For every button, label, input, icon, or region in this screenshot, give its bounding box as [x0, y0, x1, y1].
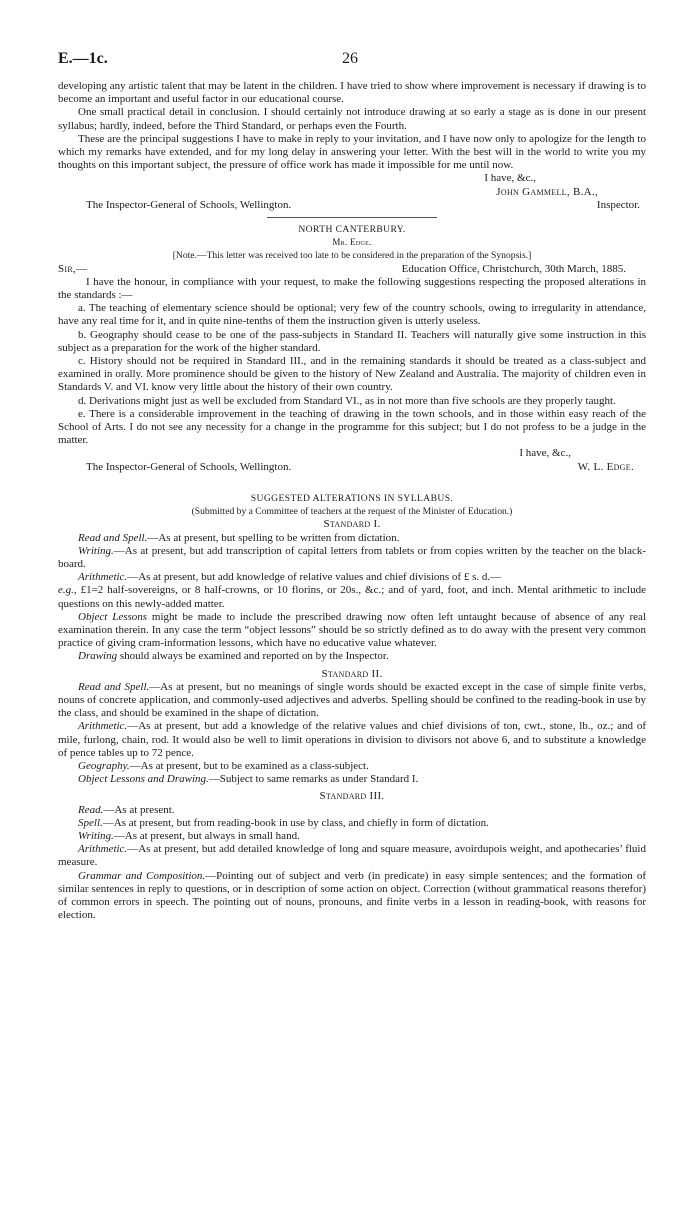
- syllabus-item: [58, 681, 646, 721]
- gammell-letter: [58, 80, 646, 212]
- item-text: —As at present, but to be examined as a class-subject.: [129, 759, 369, 772]
- spacer: [58, 483, 646, 492]
- syllabus-item: [58, 532, 646, 545]
- syllabus-title: SUGGESTED ALTERATIONS IN SYLLABUS.: [250, 492, 454, 504]
- syllabus-item: [58, 650, 646, 663]
- item-text: —As at present, but add knowledge of relative values and chief divisions of £ s. d.—: [127, 571, 502, 584]
- paragraph: developing any artistic talent that may be latent in the children. I have tried to show where improvement is necessary if drawing is to become an important and useful factor in our educational course.: [58, 80, 646, 106]
- point-item: c. History should not be required in Standard III., and in the remaining standards it should be treated as a class-subject and examined in orally. More prominence should be given to the history of New Zealand and Australia. The majority of children even in Standards V. and VI. know very little about the history of their own country.: [58, 355, 646, 394]
- page-reference: E.—1c.: [58, 50, 108, 67]
- item-label: Arithmetic.: [78, 843, 128, 856]
- page-number: 26: [342, 50, 358, 67]
- addressee: The Inspector-General of Schools, Wellington.: [86, 198, 292, 211]
- item-text: —As at present, but add transcription of capital letters from tablets or from copies written by the teacher on the black-board.: [58, 544, 646, 570]
- closing: I have, &c.,: [484, 172, 536, 185]
- item-text: £1=2 half-sovereigns, or 8 half-crowns, or 10 florins, or 20s., &c.; and of yard, foot, and inch. Mental arithmetic to include questions on this newly-added matter.: [58, 584, 646, 610]
- address-row: [58, 199, 646, 212]
- item-text: —As at present, but always in small hand.: [113, 829, 300, 842]
- section-divider: [267, 217, 437, 218]
- item-text: —As at present, but spelling to be written from dictation.: [147, 531, 400, 544]
- standard-heading: Standard I.: [323, 518, 381, 531]
- item-label: Spell.: [78, 816, 103, 829]
- item-label: Read.: [78, 803, 104, 816]
- item-label: Object Lessons and Drawing.: [78, 773, 209, 786]
- item-text: should always be examined and reported on by the Inspector.: [117, 650, 389, 663]
- item-label: Drawing: [78, 650, 118, 663]
- author-line: Mr. Edge.: [332, 237, 372, 248]
- item-text: —As at present, but no meanings of single words should be exacted except in the case of simple finite verbs, nouns of concrete application, and commonly-used adjectives and adverbs. Spelling should be confined to the reading-book in use by the class, and should be examined in the shape of dictation.: [58, 680, 646, 720]
- item-label: Arithmetic.: [78, 571, 128, 584]
- item-label: Writing.: [78, 544, 114, 557]
- syllabus-item: [58, 817, 646, 830]
- syllabus-item: [58, 760, 646, 773]
- point-item: d. Derivations might just as well be excluded from Standard VI., as in not more than five schools are they properly taught.: [78, 394, 616, 407]
- item-text: —As at present.: [103, 803, 175, 816]
- item-label: Grammar and Composition.: [78, 869, 206, 882]
- editorial-note: [Note.—This letter was received too late to be considered in the preparation of the Synopsis.]: [172, 250, 532, 262]
- standard-heading: Standard II.: [321, 667, 383, 680]
- item-text: —As at present, but add a knowledge of the relative values and chief divisions of ton, cwt., stone, lb., oz.; and of mile, furlong, chain, rod. It would also be well to limit operations in division to divisors not above 6, and to substitute a knowledge of pence tables up to 72 pence.: [58, 720, 646, 759]
- item-label: Writing.: [78, 829, 114, 842]
- signature: John Gammell, B.A.,: [496, 185, 598, 198]
- signatory-title: Inspector.: [596, 198, 640, 211]
- point-item: e. There is a considerable improvement in the teaching of drawing in the town schools, and in those within easy reach of the School of Arts. I do not see any necessity for a change in the programme for this subject; but I do not profess to be a judge in the matter.: [58, 407, 646, 447]
- syllabus-item: [58, 843, 646, 869]
- address-row: [58, 461, 646, 474]
- item-label: Read and Spell.: [78, 680, 150, 693]
- addressee: The Inspector-General of Schools, Wellington.: [86, 460, 292, 473]
- paragraph: One small practical detail in conclusion. I should certainly not introduce drawing at so early a stage as is done in our present syllabus; hardly, indeed, before the Third Standard, or perhaps even the Fourth.: [58, 106, 646, 132]
- paragraph: These are the principal suggestions I have to make in reply to your invitation, and I have now only to apologize for the length to which my remarks have extended, and for my long delay in answering your letter. With the best will in the world to write you my thoughts on this important subject, the pressure of office work has made it impossible for me until now.: [58, 132, 646, 172]
- syllabus-item: [58, 571, 646, 584]
- signature: W. L. Edge.: [577, 460, 634, 473]
- item-label: Object Lessons: [78, 610, 148, 623]
- salutation: Sir,—: [58, 262, 88, 275]
- point-item: b. Geography should cease to be one of the pass-subjects in Standard II. Teachers will naturally give some instruction in this subject as a preparation for the work of the higher standard.: [58, 328, 646, 354]
- item-text: —As at present, but from reading-book in use by class, and chiefly in form of dictation.: [102, 816, 489, 829]
- item-label: Read and Spell.: [78, 531, 148, 544]
- item-label: Geography.: [78, 759, 130, 772]
- syllabus-item: [58, 830, 646, 843]
- item-text: —As at present, but add detailed knowledge of long and square measure, avoirdupois weight, and apothecaries’ fluid measure.: [58, 843, 646, 869]
- syllabus-item: [58, 584, 646, 610]
- item-label: Arithmetic.: [78, 720, 128, 733]
- closing: I have, &c.,: [519, 447, 571, 460]
- item-label: e.g.,: [58, 584, 77, 597]
- dateline: Education Office, Christchurch, 30th March, 1885.: [401, 262, 626, 275]
- item-text: —Pointing out of subject and verb (in predicate) in easy simple sentences; and the formation of similar sentences in reply to questions, or in description of some action on object. Correction (without grammatical reasons therefor) of common errors in speech. The pointing out of nouns, pronouns, and finite verbs in a lesson in reading-book, with reasons for election.: [58, 869, 646, 922]
- standard-heading: Standard III.: [319, 790, 385, 803]
- syllabus-item: [58, 720, 646, 760]
- syllabus-subtitle: (Submitted by a Committee of teachers at the request of the Minister of Education.): [191, 506, 513, 518]
- edge-letter: [58, 223, 646, 474]
- intro-paragraph: I have the honour, in compliance with your request, to make the following suggestions respecting the proposed alterations in the standards :—: [58, 275, 646, 302]
- syllabus-item: [58, 804, 646, 817]
- syllabus-section: [58, 492, 646, 923]
- item-text: —Subject to same remarks as under Standard I.: [208, 773, 419, 786]
- syllabus-item: [58, 870, 646, 923]
- document-body: [58, 80, 646, 922]
- item-text: might be made to include the prescribed drawing now often left untaught because of absence of any real examination therein. In any case the term “object lessons” should be so strictly defined as to do away with the present very common practice of giving cram-information lessons, which have no educative value whatever.: [58, 610, 646, 650]
- spacer: [58, 474, 646, 483]
- syllabus-item: [58, 611, 646, 651]
- syllabus-item: [58, 773, 646, 786]
- point-item: a. The teaching of elementary science should be optional; very few of the country schools, owing to irregularity in attendance, have any real time for it, and in quite nine-tenths of them the instruction given is utterly useless.: [58, 302, 646, 328]
- salutation-row: [58, 263, 646, 276]
- district-heading: NORTH CANTERBURY.: [298, 224, 406, 236]
- syllabus-item: [58, 545, 646, 571]
